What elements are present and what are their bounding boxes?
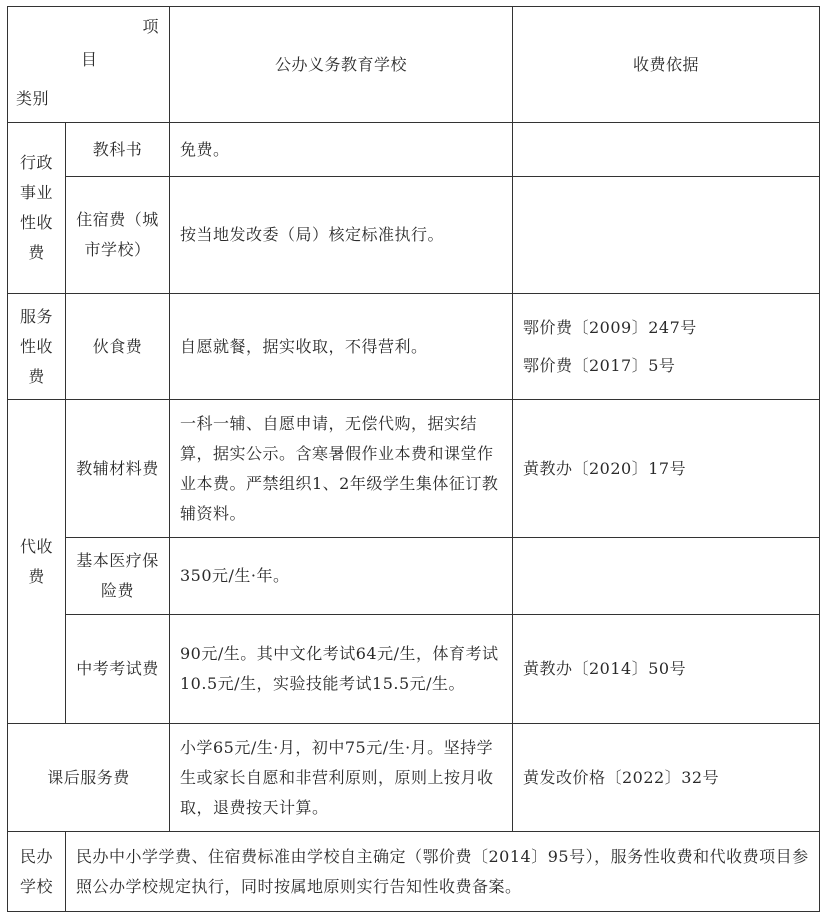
basis-meals-line-2: 鄂价费〔2017〕5号 — [523, 355, 676, 375]
table-row-afterschool — [8, 724, 820, 832]
basis-materials: 黄教办〔2020〕17号 — [513, 400, 820, 538]
content-meals: 自愿就餐，据实收取，不得营利。 — [170, 294, 513, 400]
header-school: 公办义务教育学校 — [170, 7, 513, 123]
content-materials: 一科一辅、自愿申请，无偿代购，据实结算，据实公示。含寒暑假作业本费和课堂作业本费。严禁组织1、2年级学生集体征订教辅资料。 — [170, 400, 513, 538]
header-basis: 收费依据 — [513, 7, 820, 123]
category-afterschool: 课后服务费 — [8, 724, 170, 832]
item-textbook: 教科书 — [66, 123, 170, 177]
content-textbook: 免费。 — [170, 123, 513, 177]
table-row-materials — [8, 400, 820, 538]
basis-insurance — [513, 538, 820, 615]
content-exam: 90元/生。其中文化考试64元/生，体育考试10.5元/生，实验技能考试15.5元/生。 — [170, 615, 513, 724]
item-exam: 中考考试费 — [66, 615, 170, 724]
item-meals: 伙食费 — [66, 294, 170, 400]
table-row-insurance — [8, 538, 820, 615]
content-afterschool: 小学65元/生·月，初中75元/生·月。坚持学生或家长自愿和非营利原则，原则上按月收取，退费按天计算。 — [170, 724, 513, 832]
header-corner-cell — [8, 7, 170, 123]
item-insurance: 基本医疗保险费 — [66, 538, 170, 615]
category-private: 民办学校 — [8, 832, 66, 912]
basis-textbook — [513, 123, 820, 177]
header-corner-top: 项 — [142, 17, 159, 36]
content-insurance: 350元/生·年。 — [170, 538, 513, 615]
table-row-lodging — [8, 177, 820, 294]
table-row-private — [8, 832, 820, 912]
header-corner-mid: 目 — [81, 50, 98, 69]
basis-meals — [513, 294, 820, 400]
item-lodging: 住宿费（城市学校） — [66, 177, 170, 294]
category-collect: 代收费 — [8, 400, 66, 724]
header-corner-bottom: 类别 — [16, 89, 50, 108]
basis-exam: 黄教办〔2014〕50号 — [513, 615, 820, 724]
item-materials: 教辅材料费 — [66, 400, 170, 538]
basis-meals-line-1: 鄂价费〔2009〕247号 — [523, 317, 697, 337]
content-private: 民办中小学学费、住宿费标准由学校自主确定（鄂价费〔2014〕95号），服务性收费和代收费项目参照公办学校规定执行，同时按属地原则实行告知性收费备案。 — [66, 832, 820, 912]
header-row — [8, 7, 820, 123]
category-service: 服务性收费 — [8, 294, 66, 400]
content-lodging: 按当地发改委（局）核定标准执行。 — [170, 177, 513, 294]
table-row-exam — [8, 615, 820, 724]
basis-afterschool: 黄发改价格〔2022〕32号 — [513, 724, 820, 832]
table-row-meals — [8, 294, 820, 400]
category-admin: 行政事业性收费 — [8, 123, 66, 294]
fee-standard-table — [7, 6, 820, 912]
basis-lodging — [513, 177, 820, 294]
table-row-textbook — [8, 123, 820, 177]
